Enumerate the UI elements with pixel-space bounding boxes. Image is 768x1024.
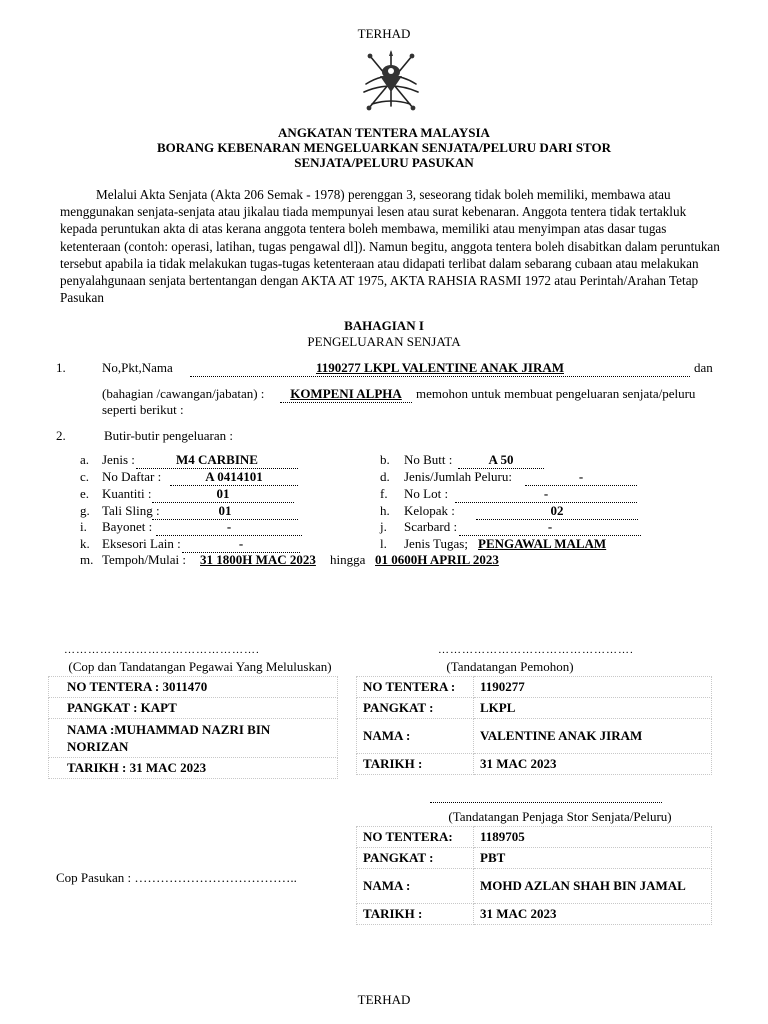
detail-letter: e.	[80, 486, 90, 501]
detail-value-field[interactable]: 02	[476, 503, 638, 520]
tempoh-end-field[interactable]: 01 0600H APRIL 2023	[375, 552, 499, 567]
unit-field[interactable]	[280, 386, 412, 403]
tempoh-start-field[interactable]: 31 1800H MAC 2023	[200, 552, 316, 567]
detail-label: Jenis Tugas;	[404, 536, 468, 551]
unit-value: KOMPENI ALPHA	[290, 386, 402, 401]
detail-label: No Butt :	[404, 452, 453, 467]
form-subtitle: SENJATA/PELURU PASUKAN	[294, 155, 474, 170]
org-title: ANGKATAN TENTERA MALAYSIA	[278, 125, 490, 140]
row-label: TARIKH :	[357, 754, 474, 775]
row-label: NAMA :	[357, 719, 474, 754]
detail-letter: h.	[380, 503, 390, 518]
detail-value-field[interactable]: -	[455, 486, 637, 503]
detail-letter: f.	[380, 486, 388, 501]
detail-label: Jenis/Jumlah Peluru:	[404, 469, 512, 484]
detail-letter: j.	[380, 519, 387, 534]
cop-pasukan-label: Cop Pasukan :	[56, 870, 132, 885]
row-value: 1190277	[474, 677, 712, 698]
applicant-details-table	[356, 676, 712, 775]
classification-header: TERHAD	[357, 26, 411, 41]
detail-label: Jenis :	[102, 452, 135, 467]
detail-label: Bayonet :	[102, 519, 153, 534]
approver-nama: NAMA :MUHAMMAD NAZRI BIN NORIZAN	[49, 719, 338, 758]
cop-pasukan-field[interactable]: ………………………………..	[134, 870, 297, 885]
row-label: NAMA :	[357, 869, 474, 904]
tempoh-mid: hingga	[330, 552, 366, 567]
section-title: BAHAGIAN I	[344, 318, 424, 333]
detail-letter: g.	[80, 503, 90, 518]
table-row	[357, 677, 712, 698]
applicant-caption: (Tandatangan Pemohon)	[446, 659, 574, 674]
applicant-name-value: 1190277 LKPL VALENTINE ANAK JIRAM	[315, 360, 564, 375]
detail-value-field[interactable]: A 0414101	[170, 469, 298, 486]
detail-label: Scarbard :	[404, 519, 458, 534]
detail-letter: a.	[80, 452, 90, 467]
detail-label: No Lot :	[404, 486, 449, 501]
detail-label: Kelopak :	[404, 503, 455, 518]
row-label: NO TENTERA:	[357, 827, 474, 848]
row-value: LKPL	[474, 698, 712, 719]
table-row	[357, 848, 712, 869]
detail-value-field[interactable]: A 50	[458, 452, 544, 469]
tempoh-letter: m.	[80, 552, 94, 567]
row-label: PANGKAT :	[357, 698, 474, 719]
section-subtitle: PENGELUARAN SENJATA	[307, 334, 461, 349]
detail-label: Eksesori Lain :	[102, 536, 181, 551]
tempoh-label: Tempoh/Mulai :	[102, 552, 186, 567]
detail-value-field[interactable]: PENGAWAL MALAM	[478, 536, 607, 551]
detail-value-field[interactable]: -	[525, 469, 637, 486]
item1-number: 1.	[56, 360, 66, 375]
item2-number: 2.	[56, 428, 66, 443]
approver-tarikh: TARIKH : 31 MAC 2023	[49, 758, 338, 779]
detail-value-field[interactable]: M4 CARBINE	[136, 452, 298, 469]
item1-request-text: memohon untuk membuat pengeluaran senjata/peluru	[416, 386, 696, 401]
detail-letter: l.	[380, 536, 387, 551]
table-row	[357, 754, 712, 775]
storekeeper-caption: (Tandatangan Penjaga Stor Senjata/Peluru)	[448, 809, 672, 824]
applicant-name-field[interactable]	[190, 360, 690, 377]
row-value: MOHD AZLAN SHAH BIN JAMAL	[474, 869, 712, 904]
row-value: PBT	[474, 848, 712, 869]
detail-letter: c.	[80, 469, 90, 484]
classification-footer: TERHAD	[357, 992, 411, 1007]
storekeeper-signature-line[interactable]	[430, 796, 662, 803]
row-label: TARIKH :	[357, 904, 474, 925]
table-row	[357, 827, 712, 848]
row-value: VALENTINE ANAK JIRAM	[474, 719, 712, 754]
detail-value-field[interactable]: -	[459, 519, 641, 536]
row-label: NO TENTERA :	[357, 677, 474, 698]
row-label: PANGKAT :	[357, 848, 474, 869]
applicant-signature-line[interactable]: ………………………………………….	[438, 644, 634, 656]
table-row	[357, 869, 712, 904]
detail-value-field[interactable]: -	[156, 519, 302, 536]
detail-letter: d.	[380, 469, 390, 484]
detail-label: Tali Sling :	[102, 503, 160, 518]
item1-label: No,Pkt,Nama	[102, 360, 173, 375]
table-row	[357, 698, 712, 719]
item1-request-text-2: seperti berikut :	[102, 402, 184, 417]
approver-caption: (Cop dan Tandatangan Pegawai Yang Meluluskan)	[68, 659, 332, 674]
detail-value-field[interactable]: 01	[152, 486, 294, 503]
form-title: BORANG KEBENARAN MENGELUARKAN SENJATA/PELURU DARI STOR	[157, 140, 611, 155]
detail-letter: i.	[80, 519, 87, 534]
item1-unit-label: (bahagian /cawangan/jabatan) :	[102, 386, 265, 401]
table-row	[357, 719, 712, 754]
approver-no-tentera: NO TENTERA : 3011470	[49, 677, 338, 698]
row-value: 31 MAC 2023	[474, 754, 712, 775]
cop-pasukan	[56, 870, 297, 886]
detail-value-field[interactable]: 01	[152, 503, 298, 520]
item2-label: Butir-butir pengeluaran :	[104, 428, 233, 443]
detail-label: Kuantiti :	[102, 486, 152, 501]
intro-paragraph: Melalui Akta Senjata (Akta 206 Semak - 1978) perenggan 3, seseorang tidak boleh memiliki, membawa atau menggunakan senjata-senjata atau jikalau tiada mempunyai lesen atau surat kebenaran. Anggota tentera tidak tertakluk kepada peruntukan akta di atas kerana anggota tentera boleh membawa, memiliki atau menyimpan atas dasar tugas ketenteraan (contoh: operasi, latihan, tugas pengawal dl]). Namun begitu, anggota tentera boleh disabitkan dalam peruntukan tersebut apabila ia tidak melakukan tugas-tugas ketenteraan atau didapati terlibat dalam sebarang cubaan atau melakukan penyalahgunaan senjata bertentangan dengan AKTA AT 1975, AKTA RAHSIA RASMI 1972 atau Perintah/Arahan Tetap Pasukan	[60, 187, 720, 306]
table-row	[357, 904, 712, 925]
detail-letter: k.	[80, 536, 90, 551]
crest-emblem-icon	[358, 48, 424, 116]
detail-label: No Daftar :	[102, 469, 162, 484]
approver-details-table	[48, 676, 338, 779]
approver-signature-line[interactable]: ………………………………………….	[64, 644, 260, 656]
approver-pangkat: PANGKAT : KAPT	[49, 698, 338, 719]
row-value: 31 MAC 2023	[474, 904, 712, 925]
row-value: 1189705	[474, 827, 712, 848]
item1-suffix: dan	[694, 360, 713, 375]
storekeeper-details-table	[356, 826, 712, 925]
detail-value-field[interactable]: -	[182, 536, 300, 553]
detail-letter: b.	[380, 452, 390, 467]
